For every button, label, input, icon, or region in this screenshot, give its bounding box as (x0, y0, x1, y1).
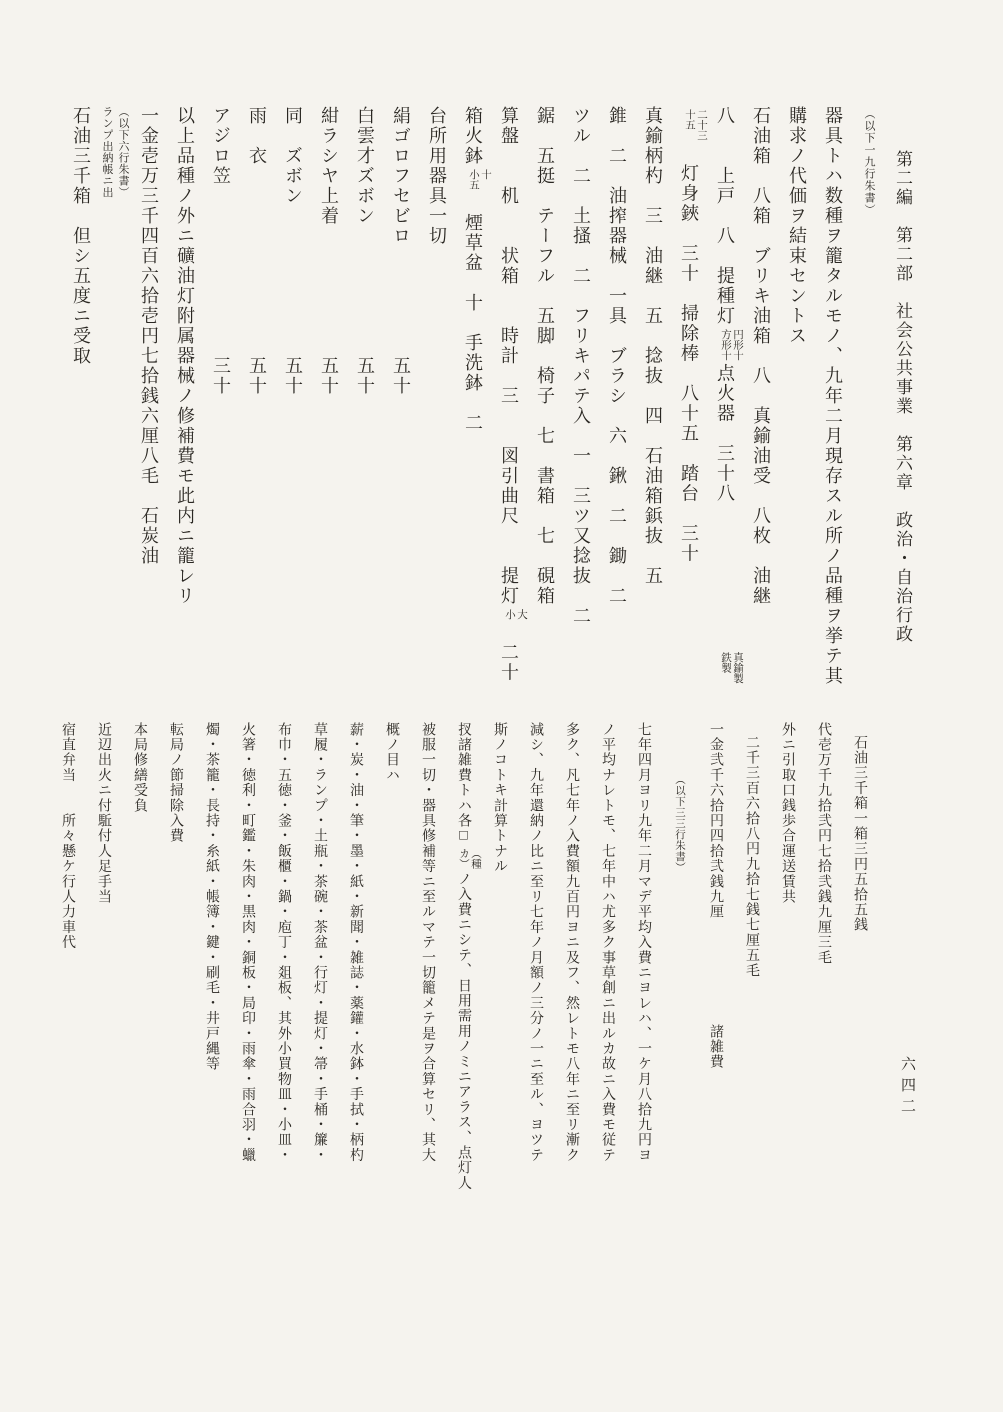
narrative-line: 多ク、凡七年ノ入費額九百円ヨニ及フ、然レトモ八年ニ至リ漸ク (564, 722, 579, 1163)
inventory-items: 八 上戸 八 提種灯 (715, 106, 735, 326)
amount-line: 石油三千箱一箱三円五拾五銭 (852, 735, 867, 933)
inventory-items: 点火器 三十八 (715, 363, 735, 504)
narrative-line: 外ニ引取口銭歩合運送賃共 (780, 722, 795, 905)
narrative-line (445, 722, 481, 1191)
item-list-line: 草履・ランプ・土瓶・茶碗・茶盆・行灯・提灯・箒・手桶・簾・ (312, 722, 327, 1163)
narrative-line: 宿直弁当 所々懸ケ行人力車代 (60, 722, 75, 950)
category-label: 諸雑費 (708, 1023, 723, 1070)
narrative-line: 購求ノ代価ヲ結束セントス (787, 106, 807, 346)
red-note-text: （以下六行朱書） (117, 106, 129, 198)
narrative-line: 概ノ目ハ (384, 722, 399, 783)
narrative-line: 斯ノコトキ計算トナル (492, 722, 507, 874)
inventory-line: 鋸 五挺 テーフル 五脚 椅子 七 書箱 七 硯箱 (535, 106, 555, 606)
inventory-line (671, 106, 707, 686)
warichu-annotation: （種 カ） (458, 847, 481, 869)
item-quantity: 五十 (283, 356, 303, 396)
inventory-items: 灯身鋏 三十 掃除棒 八十五 踏台 三十 (679, 143, 699, 564)
clothing-line (239, 106, 275, 686)
inventory-items: 箱火鉢 (463, 106, 483, 166)
inventory-line: 真鍮柄杓 三 油継 五 捻抜 四 石油箱鋲抜 五 (643, 106, 663, 586)
narrative-line: 転局ノ節掃除入費 (168, 722, 183, 844)
amount-line (697, 722, 733, 1191)
item-name: 雨 衣 (247, 106, 267, 166)
narrative-line: 以上品種ノ外ニ礦油灯附属器械ノ修補費モ此内ニ籠レリ (175, 106, 195, 606)
narrative-line: ノ平均ナレトモ、七年中ハ尤多ク事草創ニ出ルカ故ニ入費モ従テ (600, 722, 615, 1163)
warichu-annotation: 二十三 十五 (684, 109, 707, 141)
clothing-line (203, 106, 239, 686)
warichu-annotation: 大 小 (504, 609, 527, 620)
clothing-line (383, 106, 419, 686)
amount-line: 石油三千箱 但シ五度ニ受取 (71, 106, 91, 366)
inventory-line: ツル 二 土搔 二 フリキパテ入 一 三ツ又捻抜 二 (571, 106, 591, 626)
narrative-text: ノ入費ニシテ、日用需用ノミニアラス、点灯人 (456, 871, 471, 1191)
item-list-line: 布巾・五徳・釜・飯櫃・鍋・庖丁・爼板、其外小買物皿・小皿・ (276, 722, 291, 1163)
inventory-items: 二十 (499, 622, 519, 683)
amount-line: 一金壱万三千四百六拾壱円七拾銭六厘八毛 石炭油 (139, 106, 159, 566)
narrative-line: 減シ、九年還納ノ比ニ至リ七年ノ月額ノ三分ノ一ニ至ル、ヨツテ (528, 722, 543, 1163)
item-name: 紺ラシヤ上着 (319, 106, 339, 226)
warichu-annotation: 十 小五 (468, 169, 491, 190)
inventory-line (707, 106, 743, 686)
item-quantity: 五十 (319, 356, 339, 396)
item-quantity: 五十 (247, 356, 267, 396)
narrative-line: 被服一切・器具修補等ニ至ルマテ一切籠メテ是ヲ合算セリ、其大 (420, 722, 435, 1163)
narrative-line: 本局修繕受負 (132, 722, 147, 814)
item-name: 絹ゴロフセビロ (391, 106, 411, 246)
narrative-text: 扠諸雑費トハ各□ (456, 722, 471, 845)
clothing-line (347, 106, 383, 686)
running-head: 第二編 第二部 社会公共事業 第六章 政治・自治行政 (893, 150, 912, 644)
inventory-line: 台所用器具一切 (427, 106, 447, 246)
item-list-line: 火箸・徳利・町鑑・朱肉・黒肉・銅板・局印・雨傘・雨合羽・蠟 (240, 722, 255, 1163)
red-note-annotation: （以下一九行朱書） (863, 108, 875, 216)
red-note-text: ランプ出納帳ニ出 (101, 106, 113, 198)
item-list-line: 薪・炭・油・筆・墨・紙・新聞・雑誌・薬鑵・水鉢・手拭・柄杓 (348, 722, 363, 1163)
inventory-line (491, 106, 527, 686)
amount-text: 一金弐千六拾円四拾弐銭九厘 (708, 722, 723, 920)
item-quantity: 五十 (391, 356, 411, 396)
narrative-line: 近辺出火ニ付駈付人足手当 (96, 722, 111, 905)
inventory-line (455, 106, 491, 686)
inventory-items: 算盤 机 状箱 時計 三 図引曲尺 提灯 (499, 106, 519, 606)
page-number: 六四二 (899, 1056, 915, 1119)
item-quantity: 三十 (211, 356, 231, 396)
clothing-line (311, 106, 347, 686)
item-name: 同 ズボン (283, 106, 303, 206)
amount-line: 二千三百六拾八円九拾七銭七厘五毛 (744, 735, 759, 979)
red-note-annotation (99, 106, 131, 686)
inventory-line: 石油箱 八箱 ブリキ油箱 八 真鍮油受 八枚 油継 (751, 106, 771, 606)
item-quantity: 五十 (355, 356, 375, 396)
inventory-items: 煙草盆 十 手洗鉢 二 (463, 193, 483, 433)
warichu-annotation: 円形十 方形十 (720, 329, 743, 361)
item-list-line: 燭・茶籠・長持・糸紙・帳簿・鍵・刷毛・井戸縄等 (204, 722, 219, 1072)
item-name: 白雲才ズボン (355, 106, 375, 226)
clothing-line (275, 106, 311, 686)
inventory-line: 錐 二 油搾器械 一具 ブラシ 六 鍬 二 鋤 二 (607, 106, 627, 606)
item-name: アジロ笠 (211, 106, 231, 186)
cost-block (49, 722, 877, 1191)
narrative-line: 器具トハ数種ヲ籠タルモノ、九年二月現存スル所ノ品種ヲ挙テ其 (823, 106, 843, 686)
amount-line: 代壱万千九拾弐円七拾弐銭九厘三毛 (816, 722, 831, 966)
narrative-line: 七年四月ヨリ九年二月マデ平均入費ニヨレハ、一ケ月八拾九円ヨ (636, 722, 651, 1163)
warichu-annotation: 真鍮製 鉄製 (720, 651, 743, 683)
inventory-block (63, 106, 887, 686)
red-note-annotation: （以下三三行朱書） (674, 774, 685, 873)
